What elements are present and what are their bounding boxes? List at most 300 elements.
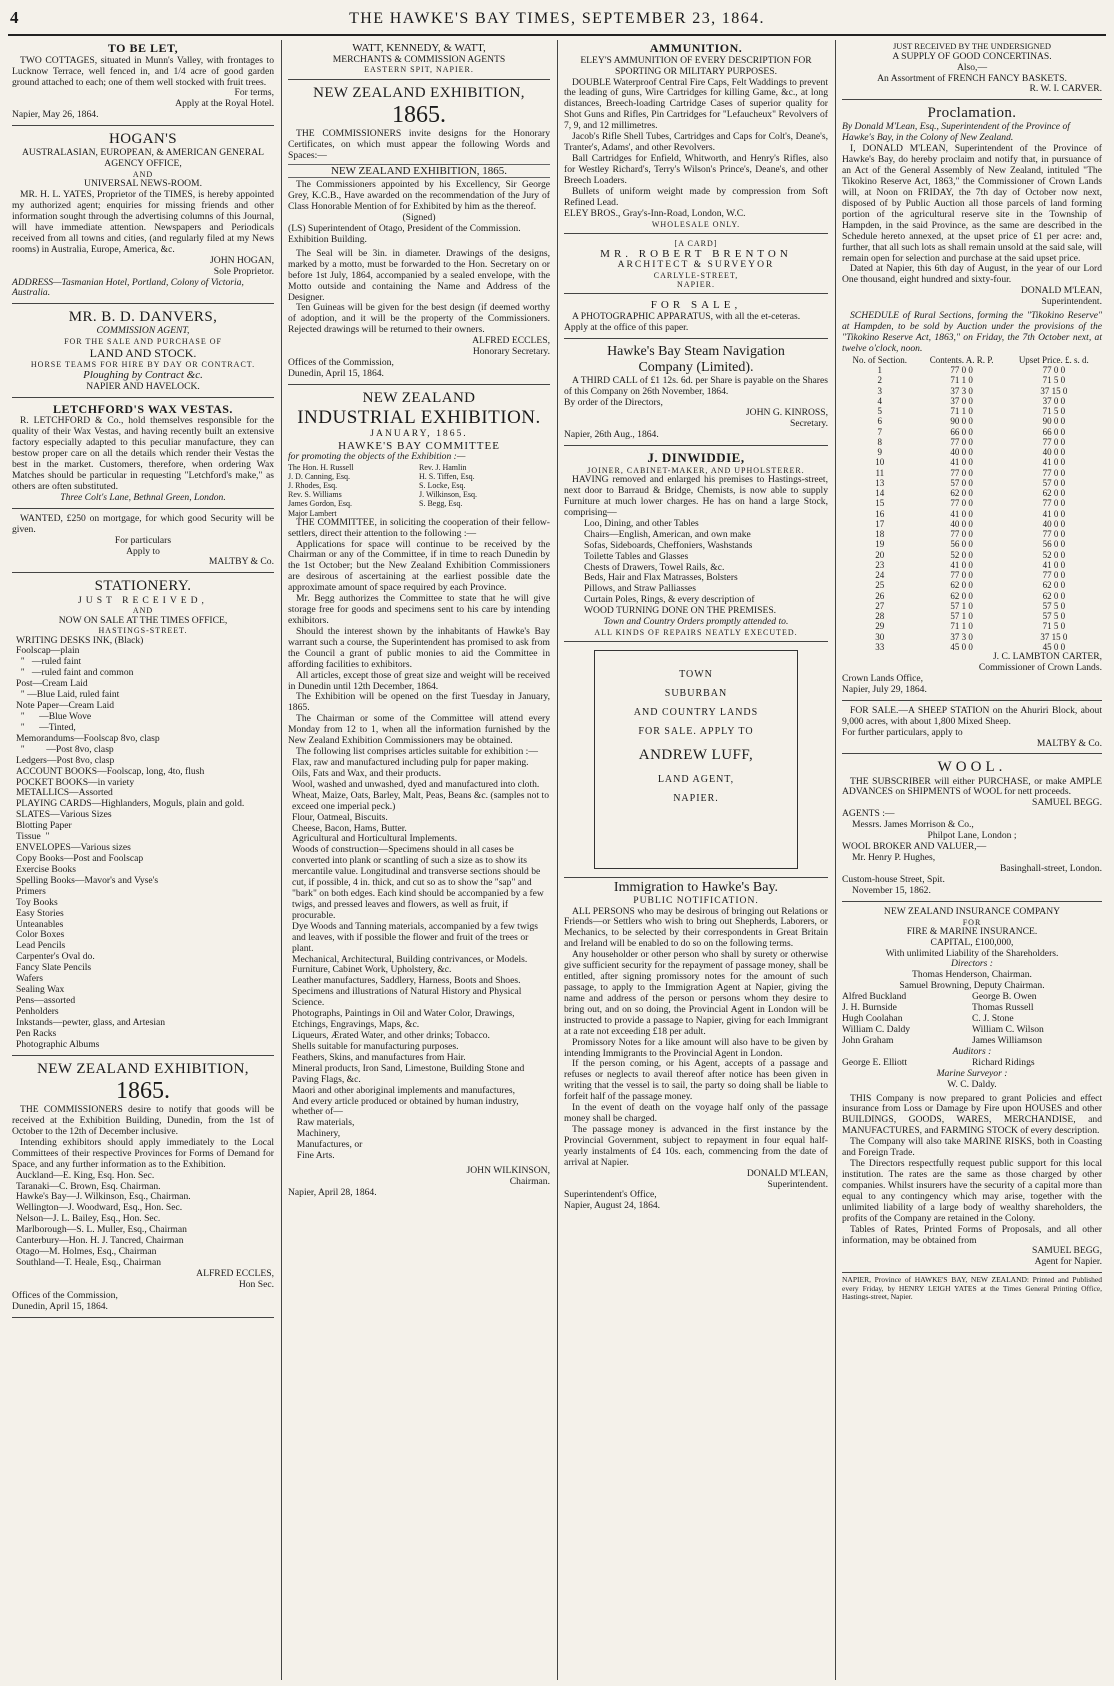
table-cell: 41 0 0 xyxy=(950,457,973,468)
list-item: METALLICS—Assorted xyxy=(16,787,113,799)
table-cell: 45 0 0 xyxy=(950,641,973,652)
ad-body: Bullets of uniform weight made by compression from Soft Refined Lead. xyxy=(564,185,828,208)
ad-date: Napier, April 28, 1864. xyxy=(288,1186,377,1198)
list-item: POCKET BOOKS—in variety xyxy=(16,776,135,788)
members-left xyxy=(288,463,419,518)
ad-signature: MALTBY & Co. xyxy=(1036,737,1102,749)
ad-line: An Assortment of FRENCH FANCY BASKETS. xyxy=(877,72,1067,84)
ad-body: The Directors respectfully request public support for this local institution. The rates are the same as those charged by other companies. Whilst insurers have the security of a capital more than equal to any contingency which may arise, together with the unlimited liability of a large body of wealthy shareholders, the profits of the Company are retained in the Colony. xyxy=(842,1158,1102,1224)
list-item: Wellington—J. Woodward, Esq., Hon. Sec. xyxy=(16,1202,183,1214)
list-item: William C. Wilson xyxy=(972,1024,1044,1036)
list-item: ENVELOPES—Various sizes xyxy=(16,842,131,854)
ad-date: November 15, 1862. xyxy=(852,884,931,896)
ad-body: Ten Guineas will be given for the best design (if deemed worthy of adoption, and it will be the property of the Commissioners. Rejected drawings will be returned to their owners. xyxy=(288,302,550,336)
ad-line: Philpot Lane, London ; xyxy=(927,830,1017,842)
ad-hogan xyxy=(12,129,274,304)
table-row xyxy=(842,365,1102,375)
list-item: " —Blue Laid, ruled faint xyxy=(16,689,120,701)
list-item: J. H. Burnside xyxy=(842,1002,897,1014)
table-row xyxy=(842,396,1102,406)
list-item: Thomas Russell xyxy=(972,1002,1034,1014)
list-item: George B. Owen xyxy=(972,991,1037,1003)
table-cell: 71 5 0 xyxy=(1042,621,1066,632)
list-item: The Hon. H. Russell xyxy=(288,463,354,473)
stationery-list xyxy=(12,636,274,1051)
ad-line: Messrs. James Morrison & Co., xyxy=(852,819,974,831)
list-item: Sealing Wax xyxy=(16,984,65,996)
ad-body: THIS Company is now prepared to grant Policies and effect insurance from Loss or Damage by Fire upon HOUSES and other BUILDINGS, GOODS, WARES, MERCHANDISE, and MANUFACTURES, and FARMING STOCK of every description. xyxy=(842,1092,1102,1137)
ad-line: Secretary. xyxy=(790,418,828,430)
ad-line: For further particulars, apply to xyxy=(842,726,963,738)
list-item: All articles, except those of great size and weight will be received in Dunedin until 12th December, 1864. xyxy=(288,669,550,692)
table-header: Upset Price. £. s. d. xyxy=(1018,354,1089,365)
table-row xyxy=(842,560,1102,570)
ad-signature: R. W. I. CARVER. xyxy=(1029,83,1102,95)
ad-body: THE SUBSCRIBER will either PURCHASE, or make AMPLE ADVANCES on SHIPMENTS of WOOL for nett proceeds. xyxy=(842,775,1102,798)
table-row xyxy=(842,529,1102,539)
list-item: Loo, Dining, and other Tables xyxy=(584,517,699,529)
list-item: Canterbury—Hon. H. J. Tancred, Chairman xyxy=(16,1235,184,1247)
table-row xyxy=(842,468,1102,478)
list-item: Memorandums—Foolscap 8vo, clasp xyxy=(16,732,160,744)
ad-line: Superintendent. xyxy=(767,1178,828,1190)
list-item: S. Locke, Esq. xyxy=(419,481,466,491)
table-row xyxy=(842,570,1102,580)
ad-date: Napier, July 29, 1864. xyxy=(842,683,927,695)
list-item: Ledgers—Post 8vo, clasp xyxy=(16,754,115,766)
table-cell: 2 xyxy=(877,375,883,386)
list-item: Color Boxes xyxy=(16,929,65,941)
list-item: Dye Woods and Tanning materials, accompanied by a few twigs and leaves, with if possible the flower and fruit of the trees or plant. xyxy=(292,920,541,954)
ad-sub: LAND AND STOCK. xyxy=(89,345,197,360)
list-item: Otago—M. Holmes, Esq., Chairman xyxy=(16,1246,157,1258)
ad-line: Town and Country Orders promptly attended to. xyxy=(603,616,789,628)
list-item: Beds, Hair and Flax Matrasses, Bolsters xyxy=(584,572,738,584)
ad-line: Offices of the Commission, xyxy=(12,1289,118,1301)
table-cell: 62 0 0 xyxy=(1042,488,1066,499)
list-item: James Gordon, Esq. xyxy=(288,499,352,509)
list-item: Maori and other aboriginal implements and manufactures, xyxy=(292,1084,515,1096)
table-row xyxy=(842,488,1102,498)
ad-heading: NEW ZEALAND EXHIBITION, xyxy=(313,84,525,101)
ad-line: LAND AGENT, xyxy=(657,773,735,785)
list-item: PLAYING CARDS—Highlanders, Moguls, plain and gold. xyxy=(16,798,245,810)
table-cell: 37 3 0 xyxy=(950,631,973,642)
table-cell: 19 xyxy=(875,539,885,550)
list-item: Nelson—J. L. Bailey, Esq., Hon. Sec. xyxy=(16,1213,161,1225)
table-cell: 41 0 0 xyxy=(1042,457,1066,468)
list-item: ALL PERSONS who may be desirous of bringing out Relations or Friends—or Settlers who wish to bring out Shepherds, Laborers, or Mechanics, to be selected by their correspondents in Great Britain and Ireland will be enabled to do so on the following terms. xyxy=(564,905,828,950)
ad-body: Dated at Napier, this 6th day of August, in the year of our Lord One thousand, eight hundred and sixty-four. xyxy=(842,263,1102,286)
ad-line: Mr. Henry P. Hughes, xyxy=(852,852,936,863)
ad-signature: JOHN WILKINSON, xyxy=(466,1165,550,1177)
table-cell: 11 xyxy=(875,467,885,478)
ad-line: Superintendent's Office, xyxy=(564,1189,657,1201)
ad-signature: SAMUEL BEGG. xyxy=(1032,797,1102,809)
table-cell: 23 xyxy=(875,559,885,570)
ad-body: THE COMMISSIONERS invite designs for the Honorary Certificates, on which must appear the following Words and Spaces:— xyxy=(288,128,550,161)
list-item: James Williamson xyxy=(972,1034,1043,1046)
ad-line: AND COUNTRY LANDS xyxy=(633,707,759,719)
table-cell: 77 0 0 xyxy=(950,365,973,376)
ad-wanted xyxy=(12,512,274,574)
table-cell: 9 xyxy=(877,447,883,458)
table-cell: 25 xyxy=(875,580,885,591)
ad-carver xyxy=(842,40,1102,100)
list-item: Pillows, and Straw Palliasses xyxy=(584,583,696,595)
ad-line: Offices of the Commission, xyxy=(288,357,394,369)
ad-sub: Ploughing by Contract &c. xyxy=(83,369,203,382)
table-cell: 41 0 0 xyxy=(950,559,973,570)
ad-address: ELEY BROS., Gray's-Inn-Road, London, W.C. xyxy=(564,207,746,219)
table-row xyxy=(842,519,1102,529)
ad-heading: INDUSTRIAL EXHIBITION. xyxy=(297,407,541,428)
ad-line: Apply at the Royal Hotel. xyxy=(175,98,274,110)
ad-heading: Proclamation. xyxy=(927,105,1017,122)
list-item: Alfred Buckland xyxy=(842,991,907,1003)
list-item: Rev. S. Williams xyxy=(288,490,342,500)
ad-signature: MALTBY & Co. xyxy=(208,556,274,568)
list-item: Feathers, Skins, and manufactures from Hair. xyxy=(292,1051,466,1063)
ad-body: DOUBLE Waterproof Central Fire Caps, Felt Waddings to prevent the leading of guns, Wire Cartridges for killing Game, &c., at long distances, Breech-loading Cartridge Cases of superior quality for Shot Guns and Rifles, Pin Cartridges for "Lefaucheux" Revolvers of 7, 9, and 12 millimetres. xyxy=(564,76,828,132)
ad-body: The Company will also take MARINE RISKS, both in Coasting and Foreign Trade. xyxy=(842,1136,1102,1159)
table-row xyxy=(842,591,1102,601)
members-right xyxy=(419,463,550,518)
list-item: SLATES—Various Sizes xyxy=(16,809,112,821)
table-row xyxy=(842,457,1102,467)
list-item: Should the interest shown by the inhabitants of Hawke's Bay warrant such a course, the Superintendent has promised to ask from the Council a grant of public monies to aid the Committee in affording facilities to exhibitors. xyxy=(288,625,550,670)
table-cell: 66 0 0 xyxy=(950,426,973,437)
ad-sub: FOR THE SALE AND PURCHASE OF xyxy=(64,337,222,347)
ad-heading: JUST RECEIVED BY THE UNDERSIGNED xyxy=(892,41,1052,51)
ad-steam-navigation xyxy=(564,342,828,446)
table-cell: 8 xyxy=(877,436,883,447)
ad-sub: JOINER, CABINET-MAKER, AND UPHOLSTERER. xyxy=(587,466,805,476)
table-cell: 41 0 0 xyxy=(950,508,973,519)
list-item: William C. Daldy xyxy=(842,1024,911,1036)
ad-signature: SAMUEL BEGG, xyxy=(1032,1245,1102,1257)
list-item: Cheese, Bacon, Hams, Butter. xyxy=(292,822,407,834)
schedule-intro: SCHEDULE of Rural Sections, forming the "Tikokino Reserve" at Hampden, to be sold by Auction under the provisions of the "Tikokino Reserve Act, 1863," on Friday, the 7th October next, at twelve o'clock, noon. xyxy=(842,310,1102,354)
table-cell: 71 1 0 xyxy=(950,375,973,386)
ad-heading: TO BE LET, xyxy=(107,41,179,55)
list-item: Hugh Coolahan xyxy=(842,1013,903,1025)
ad-industrial-exhibition xyxy=(288,388,550,1203)
ad-luff-box xyxy=(594,650,798,869)
table-cell: 62 0 0 xyxy=(1042,580,1066,591)
ad-sub: NAPIER. xyxy=(677,280,715,290)
list-item: Fine Arts. xyxy=(292,1150,335,1162)
list-item: J. Rhodes, Esq. xyxy=(288,481,338,491)
list-item: Marlborough—S. L. Muller, Esq., Chairman xyxy=(16,1224,187,1236)
ad-heading: NEW ZEALAND EXHIBITION, xyxy=(37,1060,249,1077)
ad-dinwiddie xyxy=(564,449,828,642)
list-item: Easy Stories xyxy=(16,907,64,919)
list-item: Inkstands—pewter, glass, and Artesian xyxy=(16,1016,166,1028)
list-item: Foolscap—plain xyxy=(16,645,80,657)
ad-brenton xyxy=(564,237,828,295)
list-item: Hawke's Bay—J. Wilkinson, Esq., Chairman. xyxy=(16,1191,191,1203)
ad-sub: Auditors : xyxy=(952,1045,992,1057)
ad-heading: LETCHFORD'S WAX VESTAS. xyxy=(53,401,233,416)
committee-list xyxy=(12,1171,274,1269)
table-row xyxy=(842,539,1102,549)
ad-sub: By Donald M'Lean, Esq., Superintendent of the Province of Hawke's Bay, in the Colony of New Zealand. xyxy=(842,121,1070,144)
list-item: Southland—T. Heale, Esq., Chairman xyxy=(16,1256,162,1268)
ad-immigration xyxy=(564,877,828,1217)
ad-body: FOR SALE.—A SHEEP STATION on the Ahuriri Block, about 9,000 acres, with about 1,800 Mixed Sheep. xyxy=(842,704,1102,727)
column-rule xyxy=(557,40,558,1680)
ad-heading: Company (Limited). xyxy=(638,359,754,375)
table-cell: 62 0 0 xyxy=(1042,590,1066,601)
ad-heading: HOGAN'S xyxy=(108,131,177,148)
table-cell: 71 1 0 xyxy=(950,406,973,417)
masthead xyxy=(8,6,1106,36)
ad-proclamation xyxy=(842,103,1102,700)
table-cell: 77 0 0 xyxy=(950,498,973,509)
ad-sub: NAPIER AND HAVELOCK. xyxy=(86,380,200,392)
ad-line: Superintendent. xyxy=(1041,296,1102,308)
schedule-table xyxy=(842,355,1102,652)
list-item: S. Begg, Esq. xyxy=(419,499,463,509)
ad-sub: AUSTRALASIAN, EUROPEAN, & AMERICAN GENERAL AGENCY OFFICE, xyxy=(22,147,264,170)
table-cell: 29 xyxy=(875,621,885,632)
list-item: Flax, raw and manufactured including pulp for paper making. xyxy=(292,756,529,768)
list-item: WOOD TURNING DONE ON THE PREMISES. xyxy=(584,605,777,617)
ad-sheep-station xyxy=(842,704,1102,755)
list-item: C. J. Stone xyxy=(972,1013,1014,1025)
table-cell: 17 xyxy=(875,518,885,529)
list-item: Toy Books xyxy=(16,896,58,908)
column-1 xyxy=(8,40,278,1680)
table-cell: 62 0 0 xyxy=(950,590,973,601)
ad-heading: WATT, KENNEDY, & WATT, xyxy=(352,42,486,54)
ad-signature: J. C. LAMBTON CARTER, xyxy=(992,651,1102,663)
list-item: Oils, Fats and Wax, and their products. xyxy=(292,767,442,779)
ad-sub: CAPITAL, £100,000, xyxy=(930,936,1014,948)
table-header: Contents. A. R. P. xyxy=(929,354,994,365)
ad-line: Agent for Napier. xyxy=(1034,1256,1102,1268)
ad-line: (Signed) xyxy=(402,212,436,224)
table-cell: 40 0 0 xyxy=(1042,518,1066,529)
table-cell: 28 xyxy=(875,611,885,622)
list-item: Carpenter's Oval do. xyxy=(16,951,95,963)
ad-watt xyxy=(288,40,550,80)
table-cell: 18 xyxy=(875,529,885,540)
ad-line: NAPIER. xyxy=(673,792,719,804)
ad-body: A PHOTOGRAPHIC APPARATUS, with all the et-ceteras. xyxy=(572,310,801,322)
table-row xyxy=(842,601,1102,611)
ad-heading: Hawke's Bay Steam Navigation xyxy=(607,343,785,359)
ad-sub: MERCHANTS & COMMISSION AGENTS xyxy=(332,53,506,65)
table-cell: 4 xyxy=(877,395,883,406)
ad-body: TWO COTTAGES, situated in Munn's Valley, with frontages to Lucknow Terrace, well fenced in, and 1/4 acre of good garden ground attached to each; one of them well stocked with fruit trees. xyxy=(12,54,274,88)
table-cell: 56 0 0 xyxy=(950,539,973,550)
list-item: The Exhibition will be opened on the first Tuesday in January, 1865. xyxy=(288,691,550,714)
list-item: Chests of Drawers, Towel Rails, &c. xyxy=(584,561,725,573)
ad-heading: WOOL. xyxy=(937,759,1007,776)
list-item: Unteanables xyxy=(16,918,64,930)
ad-body: Intending exhibitors should apply immediately to the Local Committees of their respective Provinces for Forms of Demand for Space, and any further information as to the Exhibition. xyxy=(12,1136,274,1170)
table-cell: 77 0 0 xyxy=(950,529,973,540)
ad-body: MR. H. L. YATES, Proprietor of the TIMES, is hereby appointed my authorized agent; enquiries for missing friends and other information sought through the advertising columns of this Journal, will have immediate attention. Newspapers and Periodicals received from all towns and cities, (and regularly filed at my News rooms) in Australia, Europe, America, &c. xyxy=(12,189,274,255)
list-item: Wafers xyxy=(16,973,43,985)
ad-line: Honorary Secretary. xyxy=(472,346,550,358)
table-cell: 77 0 0 xyxy=(1042,529,1066,540)
table-cell: 7 xyxy=(877,426,883,437)
ad-sub: WHOLESALE ONLY. xyxy=(651,219,741,229)
ad-body: Tables of Rates, Printed Forms of Proposals, and all other information, may be obtained from xyxy=(842,1223,1102,1246)
list-item: Major Lambert xyxy=(288,508,337,518)
table-row xyxy=(842,416,1102,426)
table-cell: 6 xyxy=(877,416,883,427)
list-item: Curtain Poles, Rings, & every description of xyxy=(584,594,755,606)
list-item: " —Post 8vo, clasp xyxy=(16,743,114,755)
ad-vestas xyxy=(12,401,274,509)
ad-line: Basinghall-street, London. xyxy=(999,862,1102,874)
ad-line: Thomas Henderson, Chairman. xyxy=(912,969,1032,981)
ad-sub: JUST RECEIVED, xyxy=(78,594,208,606)
ad-heading: AMMUNITION. xyxy=(649,41,743,55)
table-cell: 57 0 0 xyxy=(1042,477,1066,488)
ad-sub: for promoting the objects of the Exhibition :— xyxy=(288,451,466,463)
list-item: Raw materials, xyxy=(292,1117,355,1129)
table-row xyxy=(842,632,1102,642)
list-item: Auckland—E. King, Esq. Hon. Sec. xyxy=(16,1169,155,1181)
auditor: Richard Ridings xyxy=(972,1056,1035,1068)
list-item: Pens—assorted xyxy=(16,994,76,1006)
ad-ammunition xyxy=(564,40,828,234)
ad-sub: PUBLIC NOTIFICATION. xyxy=(633,894,759,906)
column-2 xyxy=(284,40,554,1680)
ad-sub: HASTINGS-STREET. xyxy=(98,626,188,636)
list-item: Agricultural and Horticultural Implements. xyxy=(292,833,458,845)
list-item: The passage money is advanced in the first instance by the Provincial Government, subject to repayment in four equal half-yearly instalments of £4 10s. each, commencing from the date of arrival at Napier. xyxy=(564,1123,828,1168)
ad-body: A SUPPLY OF GOOD CONCERTINAS. xyxy=(892,50,1052,62)
column-3 xyxy=(560,40,832,1680)
table-row xyxy=(842,478,1102,488)
ad-heading: ANDREW LUFF, xyxy=(638,747,754,764)
directors-right xyxy=(972,992,1102,1047)
list-item: THE COMMITTEE, in soliciting the cooperation of their fellow-settlers, direct their attention to the following :— xyxy=(288,516,550,539)
table-row xyxy=(842,580,1102,590)
table-row xyxy=(842,437,1102,447)
list-item: Applications for space will continue to be received by the Chairman or any of the Committee, if in time to reach Dunedin by the 1st October; but the New Zealand Exhibition Commissioners are desirous of ascertaining at the earliest possible date the approximate amount of space required by each Province. xyxy=(288,538,550,594)
list-item: " —Blue Wove xyxy=(16,711,92,723)
ad-body: WANTED, £250 on mortgage, for which good Security will be given. xyxy=(12,512,274,535)
ad-certificates xyxy=(288,83,550,385)
ad-photo-sale xyxy=(564,297,828,338)
ad-signature: JOHN HOGAN, xyxy=(210,254,274,266)
printer-imprint: NAPIER, Province of HAWKE'S BAY, NEW ZEALAND: Printed and Published every Friday, by HENRY LEIGH YATES at the Times General Printing Office, Hastings-street, Napier. xyxy=(842,1275,1102,1302)
list-item: Photographs, Paintings in Oil and Water Color, Drawings, Etchings, Engravings, Maps, &c. xyxy=(292,1008,517,1031)
list-item: Fancy Slate Pencils xyxy=(16,962,92,974)
table-row xyxy=(842,498,1102,508)
ad-sub: Marine Surveyor : xyxy=(936,1067,1008,1079)
ad-sub: HORSE TEAMS FOR HIRE BY DAY OR CONTRACT. xyxy=(30,360,256,370)
list-item: " —ruled faint xyxy=(16,656,82,668)
table-header: No. of Section. xyxy=(852,354,908,365)
ad-sub: AND xyxy=(132,606,154,616)
list-item: Pen Racks xyxy=(16,1027,57,1039)
newspaper-title: THE HAWKE'S BAY TIMES, SEPTEMBER 23, 1864. xyxy=(349,10,765,27)
table-cell: 41 0 0 xyxy=(1042,559,1066,570)
ad-heading: MR. B. D. DANVERS, xyxy=(68,309,218,326)
ad-sub: COMMISSION AGENT, xyxy=(96,325,190,337)
table-cell: 40 0 0 xyxy=(950,447,973,458)
list-item: The following list comprises articles suitable for exhibition :— xyxy=(296,746,538,758)
table-cell: 52 0 0 xyxy=(1042,549,1066,560)
table-cell: 37 0 0 xyxy=(1042,395,1066,406)
ad-paragraphs xyxy=(288,518,550,758)
column-4 xyxy=(838,40,1106,1680)
table-cell: 30 xyxy=(875,631,885,642)
ad-danvers xyxy=(12,307,274,397)
table-cell: 57 5 0 xyxy=(1042,600,1066,611)
ad-line: WOOL BROKER AND VALUER,— xyxy=(842,841,987,853)
ad-sub: NOW ON SALE AT THE TIMES OFFICE, xyxy=(58,614,228,626)
table-cell: 15 xyxy=(875,498,885,509)
table-cell: 57 5 0 xyxy=(1042,611,1066,622)
table-cell: 26 xyxy=(875,590,885,601)
ad-sub: UNIVERSAL NEWS-ROOM. xyxy=(84,178,202,190)
list-item: Tissue " xyxy=(16,831,50,843)
list-item: Blotting Paper xyxy=(16,820,72,832)
table-cell: 77 0 0 xyxy=(1042,498,1066,509)
ad-date: Napier, May 26, 1864. xyxy=(12,109,99,121)
list-item: Shells suitable for manufacturing purposes. xyxy=(292,1040,459,1052)
list-item: Mr. Begg authorizes the Committee to state that he will give storage free for goods and specimens sent to his care by intending exhibitors. xyxy=(288,593,550,626)
list-item: Taranaki—C. Brown, Esq. Chairman. xyxy=(16,1180,161,1192)
ad-signature: ALFRED ECCLES, xyxy=(472,335,550,347)
table-cell: 56 0 0 xyxy=(1042,539,1066,550)
ad-wool xyxy=(842,757,1102,901)
column-rule xyxy=(281,40,282,1680)
list-item: The Chairman or some of the Committee will attend every Monday from 12 to 1, when all the information furnished by the New Zealand Exhibition Commissioners may be obtained. xyxy=(288,713,550,747)
ad-year: 1865. xyxy=(392,101,446,128)
table-row xyxy=(842,406,1102,416)
list-item: ACCOUNT BOOKS—Foolscap, long, 4to, flush xyxy=(16,765,205,777)
ad-signature: JOHN G. KINROSS, xyxy=(745,407,828,419)
ad-paragraphs xyxy=(564,907,828,1169)
ad-line: TOWN xyxy=(679,669,713,681)
table-row xyxy=(842,447,1102,457)
list-item: Machinery, xyxy=(292,1128,341,1140)
table-cell: 40 0 0 xyxy=(950,518,973,529)
list-item: Promissory Notes for a like amount will also have to be given by intending Immigrants to the Provincial Agent in London. xyxy=(564,1036,828,1059)
list-item: In the event of death on the voyage half only of the passage money shall be charged. xyxy=(564,1102,828,1125)
auditor: George E. Elliott xyxy=(842,1056,908,1068)
list-item: Furniture, Cabinet Work, Upholstery, &c. xyxy=(292,964,452,976)
table-cell: 77 0 0 xyxy=(950,467,973,478)
ad-line: For particulars xyxy=(114,534,172,546)
table-cell: 90 0 0 xyxy=(1042,416,1066,427)
ad-sub: FIRE & MARINE INSURANCE. xyxy=(906,925,1038,937)
list-item: Copy Books—Post and Foolscap xyxy=(16,853,144,864)
ad-sub: HAWKE'S BAY COMMITTEE xyxy=(338,439,500,452)
list-item: Primers xyxy=(16,885,46,897)
list-item: Rev. J. Hamlin xyxy=(419,463,467,473)
ad-line: Also,— xyxy=(956,61,988,73)
table-row xyxy=(842,386,1102,396)
table-cell: 90 0 0 xyxy=(950,416,973,427)
table-cell: 10 xyxy=(875,457,885,468)
ad-sub: FOR xyxy=(962,917,982,927)
ad-date: Dunedin, April 15, 1864. xyxy=(12,1300,108,1312)
ad-line: Sole Proprietor. xyxy=(213,265,274,277)
ad-line: Commissioner of Crown Lands. xyxy=(978,662,1102,673)
list-item: H. S. Tiffen, Esq. xyxy=(419,472,475,482)
